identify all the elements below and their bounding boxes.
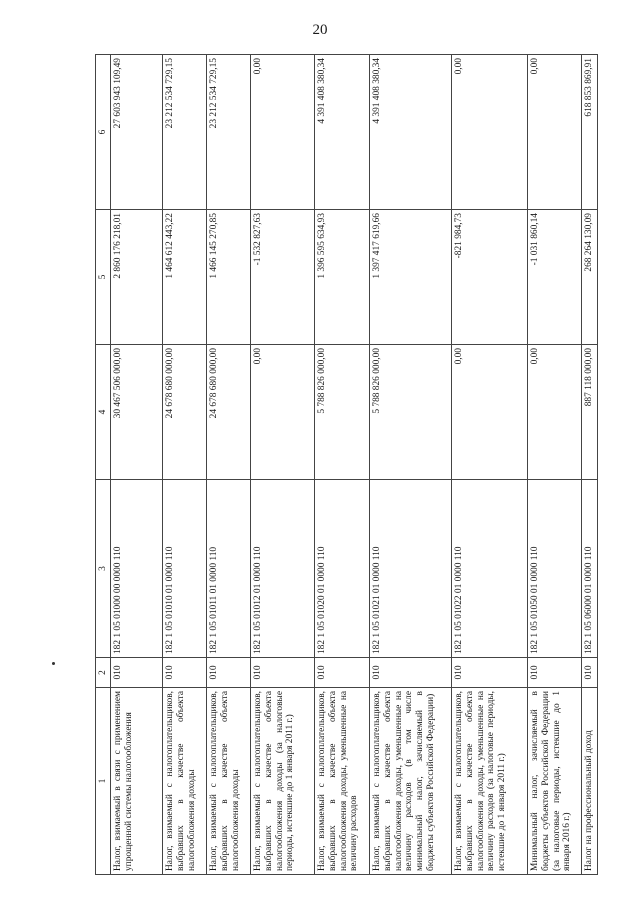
table-header-row — [96, 55, 111, 875]
row-line-code: 010 — [111, 658, 163, 688]
table-row — [315, 55, 370, 875]
row-executed: -821 984,73 — [452, 210, 528, 345]
header-cell: 6 — [96, 55, 111, 210]
row-approved: 30 467 506 000,00 — [111, 345, 163, 480]
row-line-code: 010 — [582, 658, 598, 688]
row-line-code: 010 — [207, 658, 251, 688]
table-row — [251, 55, 315, 875]
table-row — [582, 55, 598, 875]
table-row — [207, 55, 251, 875]
row-executed: 1 466 145 270,85 — [207, 210, 251, 345]
row-line-code: 010 — [315, 658, 370, 688]
row-executed: -1 031 860,14 — [528, 210, 582, 345]
page-number: 20 — [312, 22, 328, 38]
row-kbk: 182 1 05 01021 01 0000 110 — [370, 480, 452, 658]
row-name: Минимальный налог, зачисляемый в бюджеты субъектов Российской Федерации (за налоговые периоды, истекшие до 1 января 2016 г.) — [528, 688, 582, 875]
budget-revenue-table — [95, 54, 598, 875]
row-name: Налог на профессиональный доход — [582, 688, 598, 875]
table-row — [452, 55, 528, 875]
row-name: Налог, взимаемый с налогоплательщиков, выбравших в качестве объекта налогообложения доходы, уменьшенные на величину расходов (в том числе минимальный налог, зачисляемый в бюджеты субъектов Российской Федерации) — [370, 688, 452, 875]
row-unexecuted: 0,00 — [528, 55, 582, 210]
row-name: Налог, взимаемый с налогоплательщиков, выбравших в качестве объекта налогообложения доходы — [163, 688, 207, 875]
rotated-table-wrapper — [95, 55, 594, 875]
row-unexecuted: 27 603 943 109,49 — [111, 55, 163, 210]
row-name: Налог, взимаемый в связи с применением упрощенной системы налогообложения — [111, 688, 163, 875]
row-name: Налог, взимаемый с налогоплательщиков, выбравших в качестве объекта налогообложения доходы — [207, 688, 251, 875]
row-approved: 0,00 — [528, 345, 582, 480]
header-cell: 5 — [96, 210, 111, 345]
row-line-code: 010 — [163, 658, 207, 688]
row-unexecuted: 0,00 — [251, 55, 315, 210]
row-executed: 2 860 176 218,01 — [111, 210, 163, 345]
row-name: Налог, взимаемый с налогоплательщиков, выбравших в качестве объекта налогообложения доходы, уменьшенные на величину расходов (за налоговые периоды, истекшие до 1 января 2011 г.) — [452, 688, 528, 875]
header-cell: 4 — [96, 345, 111, 480]
row-kbk: 182 1 05 06000 01 0000 110 — [582, 480, 598, 658]
header-cell: 3 — [96, 480, 111, 658]
row-executed: 1 397 417 619,66 — [370, 210, 452, 345]
row-kbk: 182 1 05 01010 01 0000 110 — [163, 480, 207, 658]
row-kbk: 182 1 05 01022 01 0000 110 — [452, 480, 528, 658]
table-row — [370, 55, 452, 875]
row-approved: 0,00 — [251, 345, 315, 480]
row-kbk: 182 1 05 01012 01 0000 110 — [251, 480, 315, 658]
row-kbk: 182 1 05 01000 00 0000 110 — [111, 480, 163, 658]
row-line-code: 010 — [370, 658, 452, 688]
table-row — [163, 55, 207, 875]
row-name: Налог, взимаемый с налогоплательщиков, выбравших в качестве объекта налогообложения доходы, уменьшенные на величину расходов — [315, 688, 370, 875]
row-approved: 24 678 680 000,00 — [163, 345, 207, 480]
row-unexecuted: 23 212 534 729,15 — [163, 55, 207, 210]
row-unexecuted: 618 853 869,91 — [582, 55, 598, 210]
header-cell: 1 — [96, 688, 111, 875]
row-line-code: 010 — [251, 658, 315, 688]
row-line-code: 010 — [528, 658, 582, 688]
row-line-code: 010 — [452, 658, 528, 688]
table-row — [111, 55, 163, 875]
row-approved: 5 788 826 000,00 — [370, 345, 452, 480]
row-approved: 5 788 826 000,00 — [315, 345, 370, 480]
row-kbk: 182 1 05 01020 01 0000 110 — [315, 480, 370, 658]
row-approved: 887 118 000,00 — [582, 345, 598, 480]
row-unexecuted: 4 391 408 380,34 — [315, 55, 370, 210]
header-cell: 2 — [96, 658, 111, 688]
row-kbk: 182 1 05 01050 01 0000 110 — [528, 480, 582, 658]
row-executed: -1 532 827,63 — [251, 210, 315, 345]
scan-speck — [52, 662, 55, 665]
row-unexecuted: 0,00 — [452, 55, 528, 210]
row-approved: 24 678 680 000,00 — [207, 345, 251, 480]
row-name: Налог, взимаемый с налогоплательщиков, выбравших в качестве объекта налогообложения доходы (за налоговые периоды, истекшие до 1 января 2011 г.) — [251, 688, 315, 875]
row-executed: 1 396 595 634,93 — [315, 210, 370, 345]
row-unexecuted: 23 212 534 729,15 — [207, 55, 251, 210]
table-row — [528, 55, 582, 875]
row-executed: 1 464 612 443,22 — [163, 210, 207, 345]
row-unexecuted: 4 391 408 380,34 — [370, 55, 452, 210]
row-approved: 0,00 — [452, 345, 528, 480]
row-executed: 268 264 130,09 — [582, 210, 598, 345]
row-kbk: 182 1 05 01011 01 0000 110 — [207, 480, 251, 658]
